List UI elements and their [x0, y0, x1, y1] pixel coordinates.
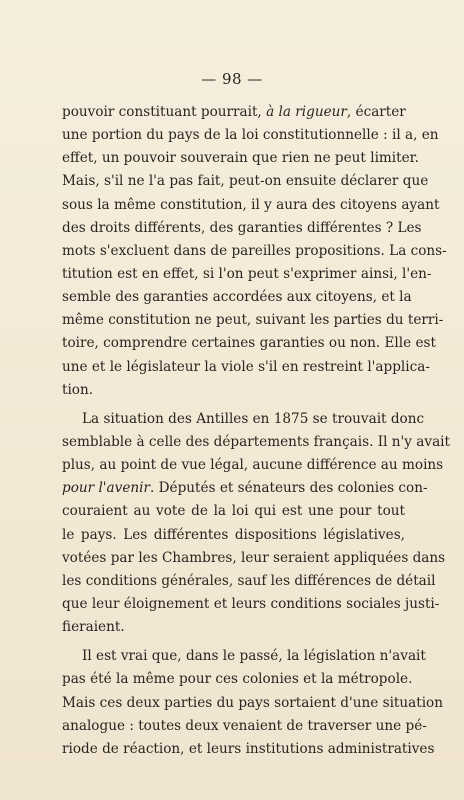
- text-line: que leur éloignement et leurs conditions sociales justi-: [62, 595, 440, 612]
- text-line: tion.: [62, 381, 94, 398]
- text-line: sous la même constitution, il y aura des citoyens ayant: [62, 196, 440, 213]
- text-line: analogue : toutes deux venaient de traverser une pé-: [62, 717, 427, 734]
- text-line: plus, au point de vue légal, aucune différence au moins: [62, 457, 444, 474]
- text-line: pour l'avenir. Députés et sénateurs des colonies con-: [62, 480, 428, 497]
- text-line: même constitution ne peut, suivant les parties du terri-: [62, 312, 444, 329]
- text-line: une portion du pays de la loi constitutionnelle : il a, en: [62, 127, 439, 144]
- text-line: semblable à celle des départements français. Il n'y avait: [62, 433, 450, 450]
- text-line: Il est vrai que, dans le passé, la législation n'avait: [82, 648, 426, 665]
- paragraph: [62, 645, 443, 761]
- text-line: La situation des Antilles en 1875 se trouvait donc: [82, 410, 425, 427]
- text-line: pouvoir constituant pourrait, à la rigueur, écarter: [62, 104, 406, 120]
- text-line: couraient au vote de la loi qui est une pour tout: [62, 503, 405, 520]
- text-line: toire, comprendre certaines garanties ou non. Elle est: [62, 335, 436, 352]
- paragraph: [62, 101, 447, 402]
- text-line: des droits différents, des garanties différentes ? Les: [62, 219, 422, 236]
- text-line: les conditions générales, sauf les différences de détail: [62, 572, 436, 589]
- text-line: effet, un pouvoir souverain que rien ne peut limiter.: [62, 150, 419, 167]
- text-line: Mais, s'il ne l'a pas fait, peut-on ensuite déclarer que: [62, 173, 429, 190]
- text-line: une et le législateur la viole s'il en restreint l'applica-: [62, 358, 430, 375]
- text-line: le pays. Les différentes dispositions législatives,: [62, 526, 405, 543]
- text-line: semble des garanties accordées aux citoyens, et la: [62, 289, 412, 306]
- text-line: votées par les Chambres, leur seraient appliquées dans: [62, 549, 446, 566]
- text-line: riode de réaction, et leurs institutions administratives: [62, 740, 435, 757]
- text-line: pas été la même pour ces colonies et la métropole.: [62, 671, 413, 688]
- text-line: fieraient.: [62, 619, 125, 636]
- paragraph: [62, 408, 450, 639]
- text-line: titution est en effet, si l'on peut s'exprimer ainsi, l'en-: [62, 265, 432, 282]
- body-text: [62, 101, 450, 761]
- text-line: mots s'excluent dans de pareilles propositions. La cons-: [62, 242, 447, 259]
- page-number: — 98 —: [201, 70, 263, 88]
- text-line: Mais ces deux parties du pays sortaient d'une situation: [62, 694, 443, 711]
